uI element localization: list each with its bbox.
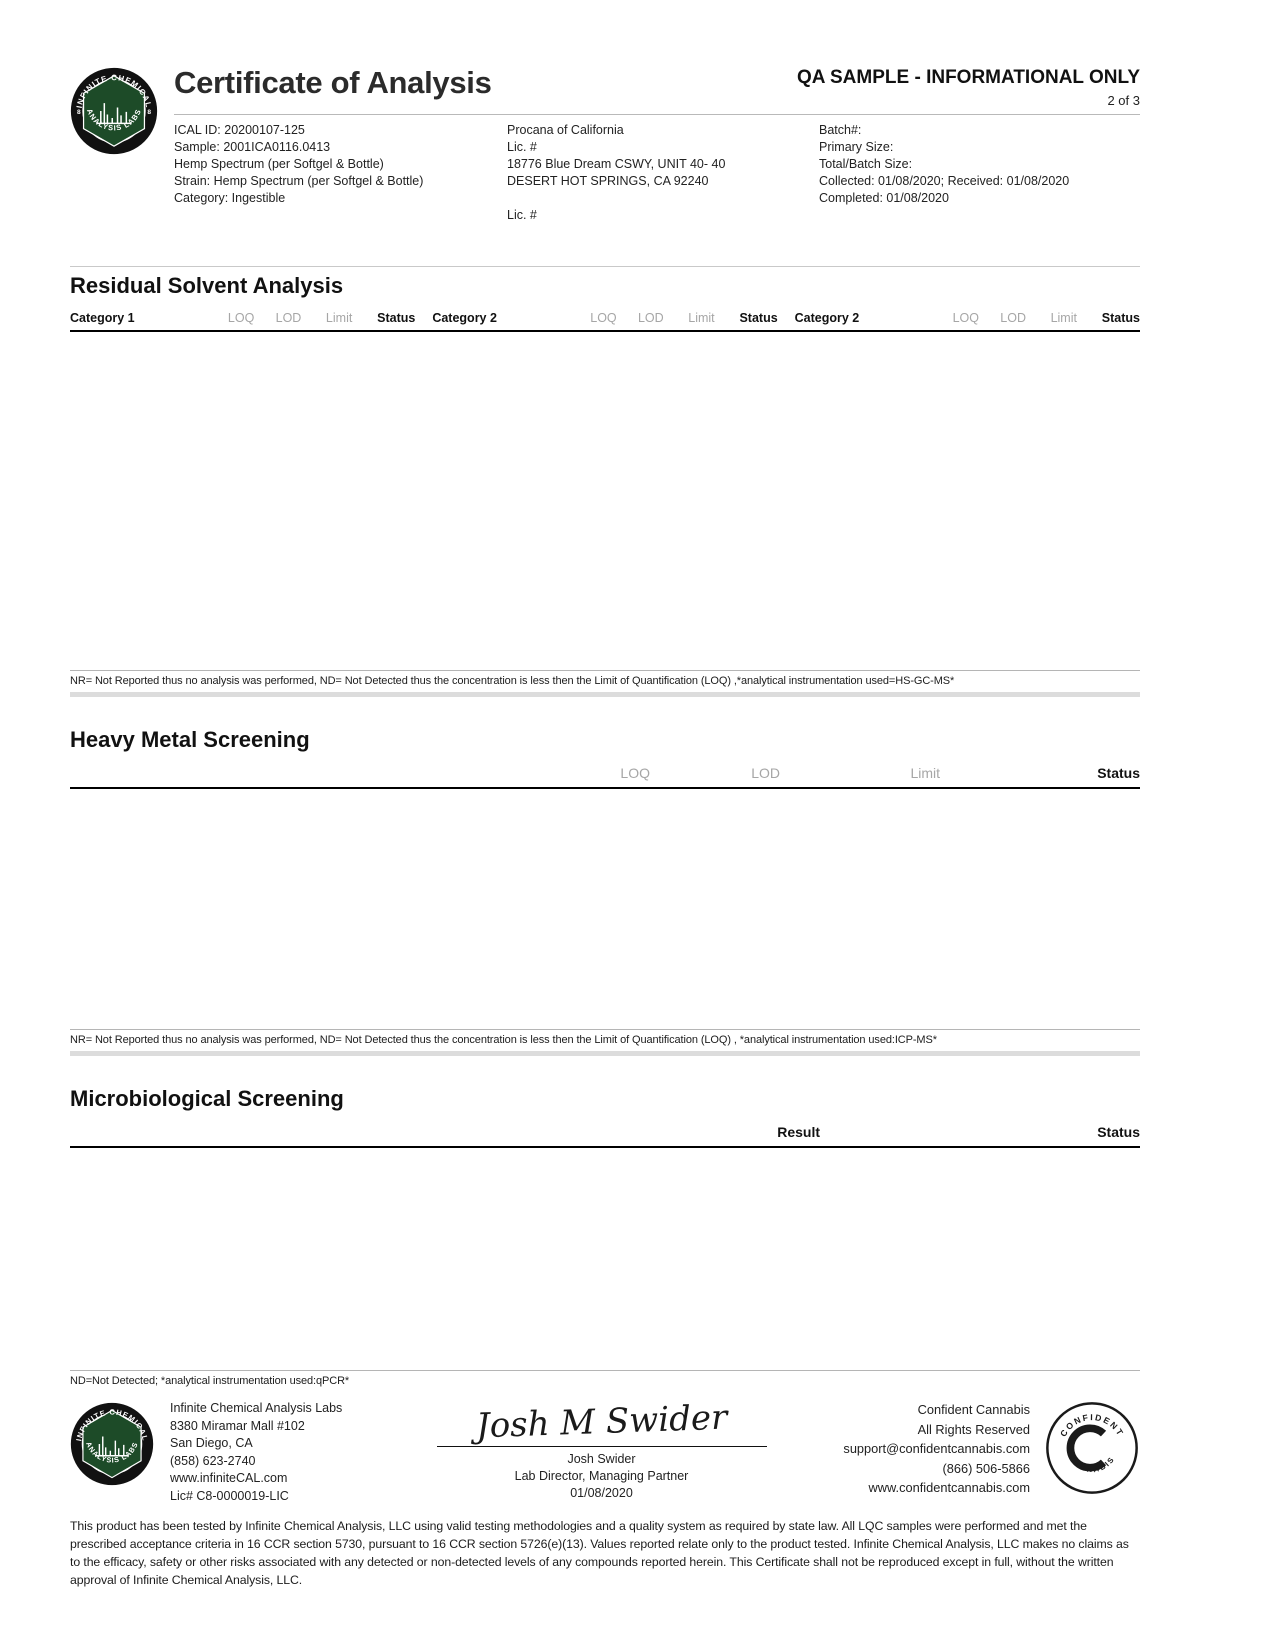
client-license-2: Lic. # (507, 208, 537, 222)
client-address-2: DESERT HOT SPRINGS, CA 92240 (507, 174, 709, 188)
lab-phone: (858) 623-2740 (170, 1453, 256, 1468)
lab-contact-info (170, 1400, 405, 1505)
ical-id: ICAL ID: 20200107-125 (174, 123, 305, 137)
heavy-metal-note: NR= Not Reported thus no analysis was performed, ND= Not Detected thus the concentration is less then the Limit of Quantification (LOQ) , *analytical instrumentation used:ICP-MS* (70, 1029, 1140, 1051)
rs-col-lod: LOD (275, 311, 302, 325)
collected-received: Collected: 01/08/2020; Received: 01/08/2020 (819, 174, 1070, 188)
ical-logo-bottom-text: ANALYSIS LABS (84, 1440, 140, 1465)
cc-website: www.confidentcannabis.com (868, 1480, 1030, 1495)
client-address-1: 18776 Blue Dream CSWY, UNIT 40- 40 (507, 157, 726, 171)
rs-col-limit: Limit (688, 311, 715, 325)
rs-col-limit: Limit (1050, 311, 1077, 325)
lab-address-2: San Diego, CA (170, 1436, 253, 1450)
hm-col-loq: LOQ (620, 765, 650, 781)
lab-address-1: 8380 Miramar Mall #102 (170, 1418, 305, 1433)
infinite-chemical-labs-logo-icon (70, 1400, 154, 1488)
completed-date: Completed: 01/08/2020 (819, 191, 949, 205)
residual-solvent-note: NR= Not Reported thus no analysis was performed, ND= Not Detected thus the concentration is less then the Limit of Quantification (LOQ) ,*analytical instrumentation used=HS-GC-MS* (70, 670, 1140, 692)
ical-logo-left-infinity: 8 (76, 109, 81, 117)
header-main (174, 66, 1140, 224)
sample-id: Sample: 2001ICA0116.0413 (174, 140, 331, 154)
signature-date: 01/08/2020 (570, 1486, 633, 1500)
rs-col-loq: LOQ (590, 311, 617, 325)
heavy-metal-table-body-empty (70, 789, 1140, 1029)
qa-block (797, 66, 1140, 108)
cc-email: support@confidentcannabis.com (843, 1441, 1030, 1456)
rs-col-status: Status (377, 311, 416, 325)
microbiological-table-header (70, 1124, 1140, 1148)
sample-info (174, 122, 507, 224)
lab-license: Lic# C8-0000019-LIC (170, 1488, 289, 1503)
infinite-chemical-labs-logo-icon (70, 66, 158, 156)
signature-block (405, 1397, 798, 1502)
mb-col-status: Status (1097, 1124, 1140, 1140)
section-divider (70, 266, 1140, 267)
rs-col-lod: LOD (637, 311, 664, 325)
rs-col-category-2: Category 2 (432, 311, 497, 325)
ical-logo-right-infinity: 8 (147, 109, 152, 117)
ical-logo-top-text: INFINITE CHEMICAL (74, 1407, 150, 1442)
strain: Strain: Hemp Spectrum (per Softgel & Bottle) (174, 174, 424, 188)
cc-logo-bottom-text: CANNABIS (1067, 1454, 1117, 1475)
cc-phone: (866) 506-5866 (942, 1460, 1030, 1476)
page-title: Certificate of Analysis (174, 65, 492, 100)
microbiological-note: ND=Not Detected; *analytical instrumentation used:qPCR* (70, 1370, 1140, 1392)
header (70, 66, 1140, 224)
residual-solvent-table-header (70, 311, 1140, 332)
blank-line (507, 190, 819, 207)
lab-name: Infinite Chemical Analysis Labs (170, 1401, 343, 1415)
microbiological-table-body-empty (70, 1148, 1140, 1370)
category: Category: Ingestible (174, 191, 286, 205)
batch-info (819, 122, 1140, 224)
microbiological-heading: Microbiological Screening (70, 1086, 344, 1111)
signature-line (437, 1446, 767, 1447)
rs-header-group-2 (432, 311, 777, 325)
heavy-metal-heading: Heavy Metal Screening (70, 727, 310, 752)
confident-cannabis-info (798, 1400, 1030, 1498)
rs-col-loq: LOQ (952, 311, 979, 325)
hm-col-status: Status (1097, 765, 1140, 781)
rs-header-group-3 (795, 311, 1140, 325)
product-name: Hemp Spectrum (per Softgel & Bottle) (174, 157, 384, 171)
header-divider (174, 114, 1140, 115)
lab-website: www.infiniteCAL.com (170, 1471, 288, 1485)
rs-col-lod: LOD (1000, 311, 1026, 325)
rs-col-status: Status (1101, 311, 1140, 325)
residual-solvent-heading: Residual Solvent Analysis (70, 273, 344, 298)
footer (70, 1397, 1140, 1505)
total-batch-size: Total/Batch Size: (819, 157, 913, 171)
cc-rights: All Rights Reserved (917, 1421, 1030, 1437)
hm-col-limit: Limit (910, 765, 940, 781)
signatory-role: Lab Director, Managing Partner (514, 1469, 689, 1483)
client-name: Procana of California (507, 123, 624, 137)
section-separator-band (70, 1051, 1140, 1056)
batch-number: Batch#: (819, 123, 862, 137)
rs-col-category-2b: Category 2 (794, 311, 860, 325)
heavy-metal-table-header (70, 765, 1140, 789)
primary-size: Primary Size: (819, 140, 894, 154)
residual-solvent-table-body-empty (70, 332, 1140, 670)
qa-sample-banner: QA SAMPLE - INFORMATIONAL ONLY (796, 67, 1140, 88)
hm-col-lod: LOD (751, 765, 780, 781)
legal-disclaimer: This product has been tested by Infinite Chemical Analysis, LLC using valid testing methodologies and a quality system as required by state law. All LQC samples were performed and met the prescribed acceptance criteria in 16 CCR section 5730, pursuant to 16 CCR section 5726(e)(13). Values reported relate only to the product tested. Infinite Chemical Analysis, LLC makes no claims as to the efficacy, safety or other risks associated with any detected or non-detected levels of any compounds reported herein. This Certificate shall not be reproduced except in full, without the written approval of Infinite Chemical Analysis, LLC. (70, 1519, 1129, 1587)
section-separator-band (70, 692, 1140, 697)
rs-col-category-1: Category 1 (70, 311, 135, 325)
client-info (507, 122, 819, 224)
cc-logo-top-text: CONFIDENT (1057, 1412, 1127, 1439)
confident-cannabis-logo-icon (1044, 1400, 1140, 1496)
ical-logo-top-text: INFINITE CHEMICAL (74, 73, 154, 109)
page-number: 2 of 3 (1107, 93, 1140, 108)
client-license-1: Lic. # (507, 140, 537, 154)
cc-name: Confident Cannabis (917, 1402, 1030, 1417)
mb-col-result: Result (777, 1124, 820, 1140)
rs-col-loq: LOQ (227, 311, 255, 325)
ical-logo-bottom-text: ANALYSIS LABS (84, 107, 144, 133)
rs-col-status: Status (739, 311, 778, 325)
rs-col-limit: Limit (325, 311, 353, 325)
signatory-name: Josh Swider (567, 1452, 636, 1466)
rs-header-group-1 (70, 311, 415, 325)
signature-script: Josh M Swider (475, 1397, 728, 1447)
